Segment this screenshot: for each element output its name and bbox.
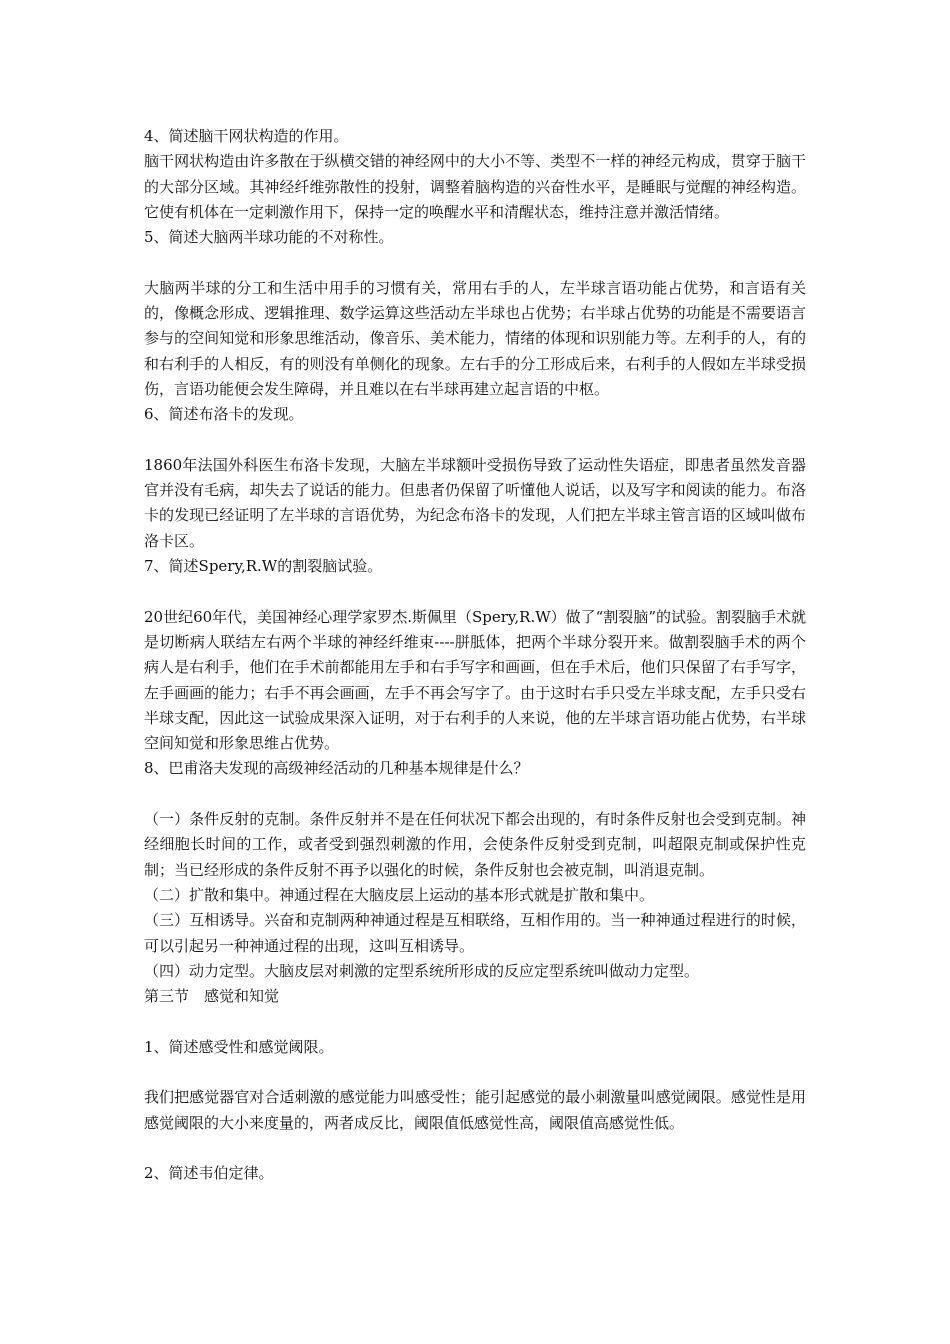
question-7-heading: 7、简述Spery,R.W的割裂脑试验。 (144, 557, 383, 576)
blank-line (144, 1136, 806, 1161)
answer-7-paragraph: 20世纪60年代，美国神经心理学家罗杰.斯佩里（Spery,R.W）做了“割裂脑”的试验。割裂脑手术就是切断病人联结左右两个半球的神经纤维束----胼胝体，把两个半球分裂开来。做割裂脑手术的两个病人是右利手，他们在手术前都能用左手和右手写字和画画，但在手术后，他们只保留了右手写字，左手画画的能力；右手不再会画画，左手不再会写字了。由于这时右手只受左半球支配，左手只受右半球支配，因此这一试验成果深入证明，对于右利手的人来说，他的左半球言语功能占优势，右半球空间知觉和形象思维占优势。 (144, 607, 806, 753)
section-question-1-heading: 1、简述感受性和感觉阈限。 (144, 1037, 334, 1056)
question-4-heading: 4、简述脑干网状构造的作用。 (144, 127, 349, 145)
answer-8-part-4: （四）动力定型。大脑皮层对刺激的定型系统所形成的反应定型系统叫做动力定型。 (144, 961, 700, 980)
blank-line (144, 428, 806, 453)
answer-5-paragraph: 大脑两半球的分工和生活中用手的习惯有关，常用右手的人，左半球言语功能占优势，和言语有关的，像概念形成、逻辑推理、数学运算这些活动左半球也占优势；右半球占优势的功能是不需要语言参与的空间知觉和形象思维活动，像音乐、美术能力，情绪的体现和识别能力等。左利手的人，有的和右利手的人相反，有的则没有单侧化的现象。左右手的分工形成后来，右利手的人假如左半球受损伤，言语功能便会发生障碍，并且难以在右半球再建立起言语的中枢。 (144, 278, 806, 398)
answer-8-part-1: （一）条件反射的克制。条件反射并不是在任何状况下都会出现的，有时条件反射也会受到克制。神经细胞长时间的工作，或者受到强烈刺激的作用，会使条件反射受到克制，叫超限克制或保护性克制；当已经形成的条件反射不再予以强化的时候，条件反射也会被克制，叫消退克制。 (144, 810, 806, 879)
document-page (144, 124, 806, 1186)
answer-8-part-2: （二）扩散和集中。神通过程在大脑皮层上运动的基本形式就是扩散和集中。 (144, 885, 655, 904)
blank-line (144, 782, 806, 807)
section-heading: 第三节 感觉和知觉 (144, 987, 280, 1006)
question-6-heading: 6、简述布洛卡的发现。 (144, 405, 304, 424)
blank-line (144, 1009, 806, 1034)
blank-line (144, 579, 806, 604)
blank-line (144, 250, 806, 275)
blank-line (144, 1060, 806, 1085)
answer-6-paragraph: 1860年法国外科医生布洛卡发现，大脑左半球额叶受损伤导致了运动性失语症，即患者虽然发音器官并没有毛病，却失去了说话的能力。但患者仍保留了听懂他人说话，以及写字和阅读的能力。布洛卡的发现已经证明了左半球的言语优势，为纪念布洛卡的发现，人们把左半球主管言语的区域叫做布洛卡区。 (144, 455, 806, 550)
answer-8-part-3: （三）互相诱导。兴奋和克制两种神通过程是互相联络，互相作用的。当一种神通过程进行的时候，可以引起另一种神通过程的出现，这叫互相诱导。 (144, 911, 806, 955)
section-answer-1-paragraph: 我们把感觉器官对合适刺激的感觉能力叫感受性；能引起感觉的最小刺激量叫感觉阈限。感觉性是用感觉阈限的大小来度量的，两者成反比，阈限值低感觉性高，阈限值高感觉性低。 (144, 1088, 806, 1132)
question-8-heading: 8、巴甫洛夫发现的高级神经活动的几种基本规律是什么？ (144, 759, 529, 778)
answer-4-paragraph: 脑干网状构造由许多散在于纵横交错的神经网中的大小不等、类型不一样的神经元构成，贯穿于脑干的大部分区域。其神经纤维弥散性的投射，调整着脑构造的兴奋性水平，是睡眠与觉醒的神经构造。它使有机体在一定刺激作用下，保持一定的唤醒水平和清醒状态，维持注意并激活情绪。 (144, 152, 806, 221)
section-question-2-heading: 2、简述韦伯定律。 (144, 1164, 274, 1183)
question-5-heading: 5、简述大脑两半球功能的不对称性。 (144, 228, 394, 247)
